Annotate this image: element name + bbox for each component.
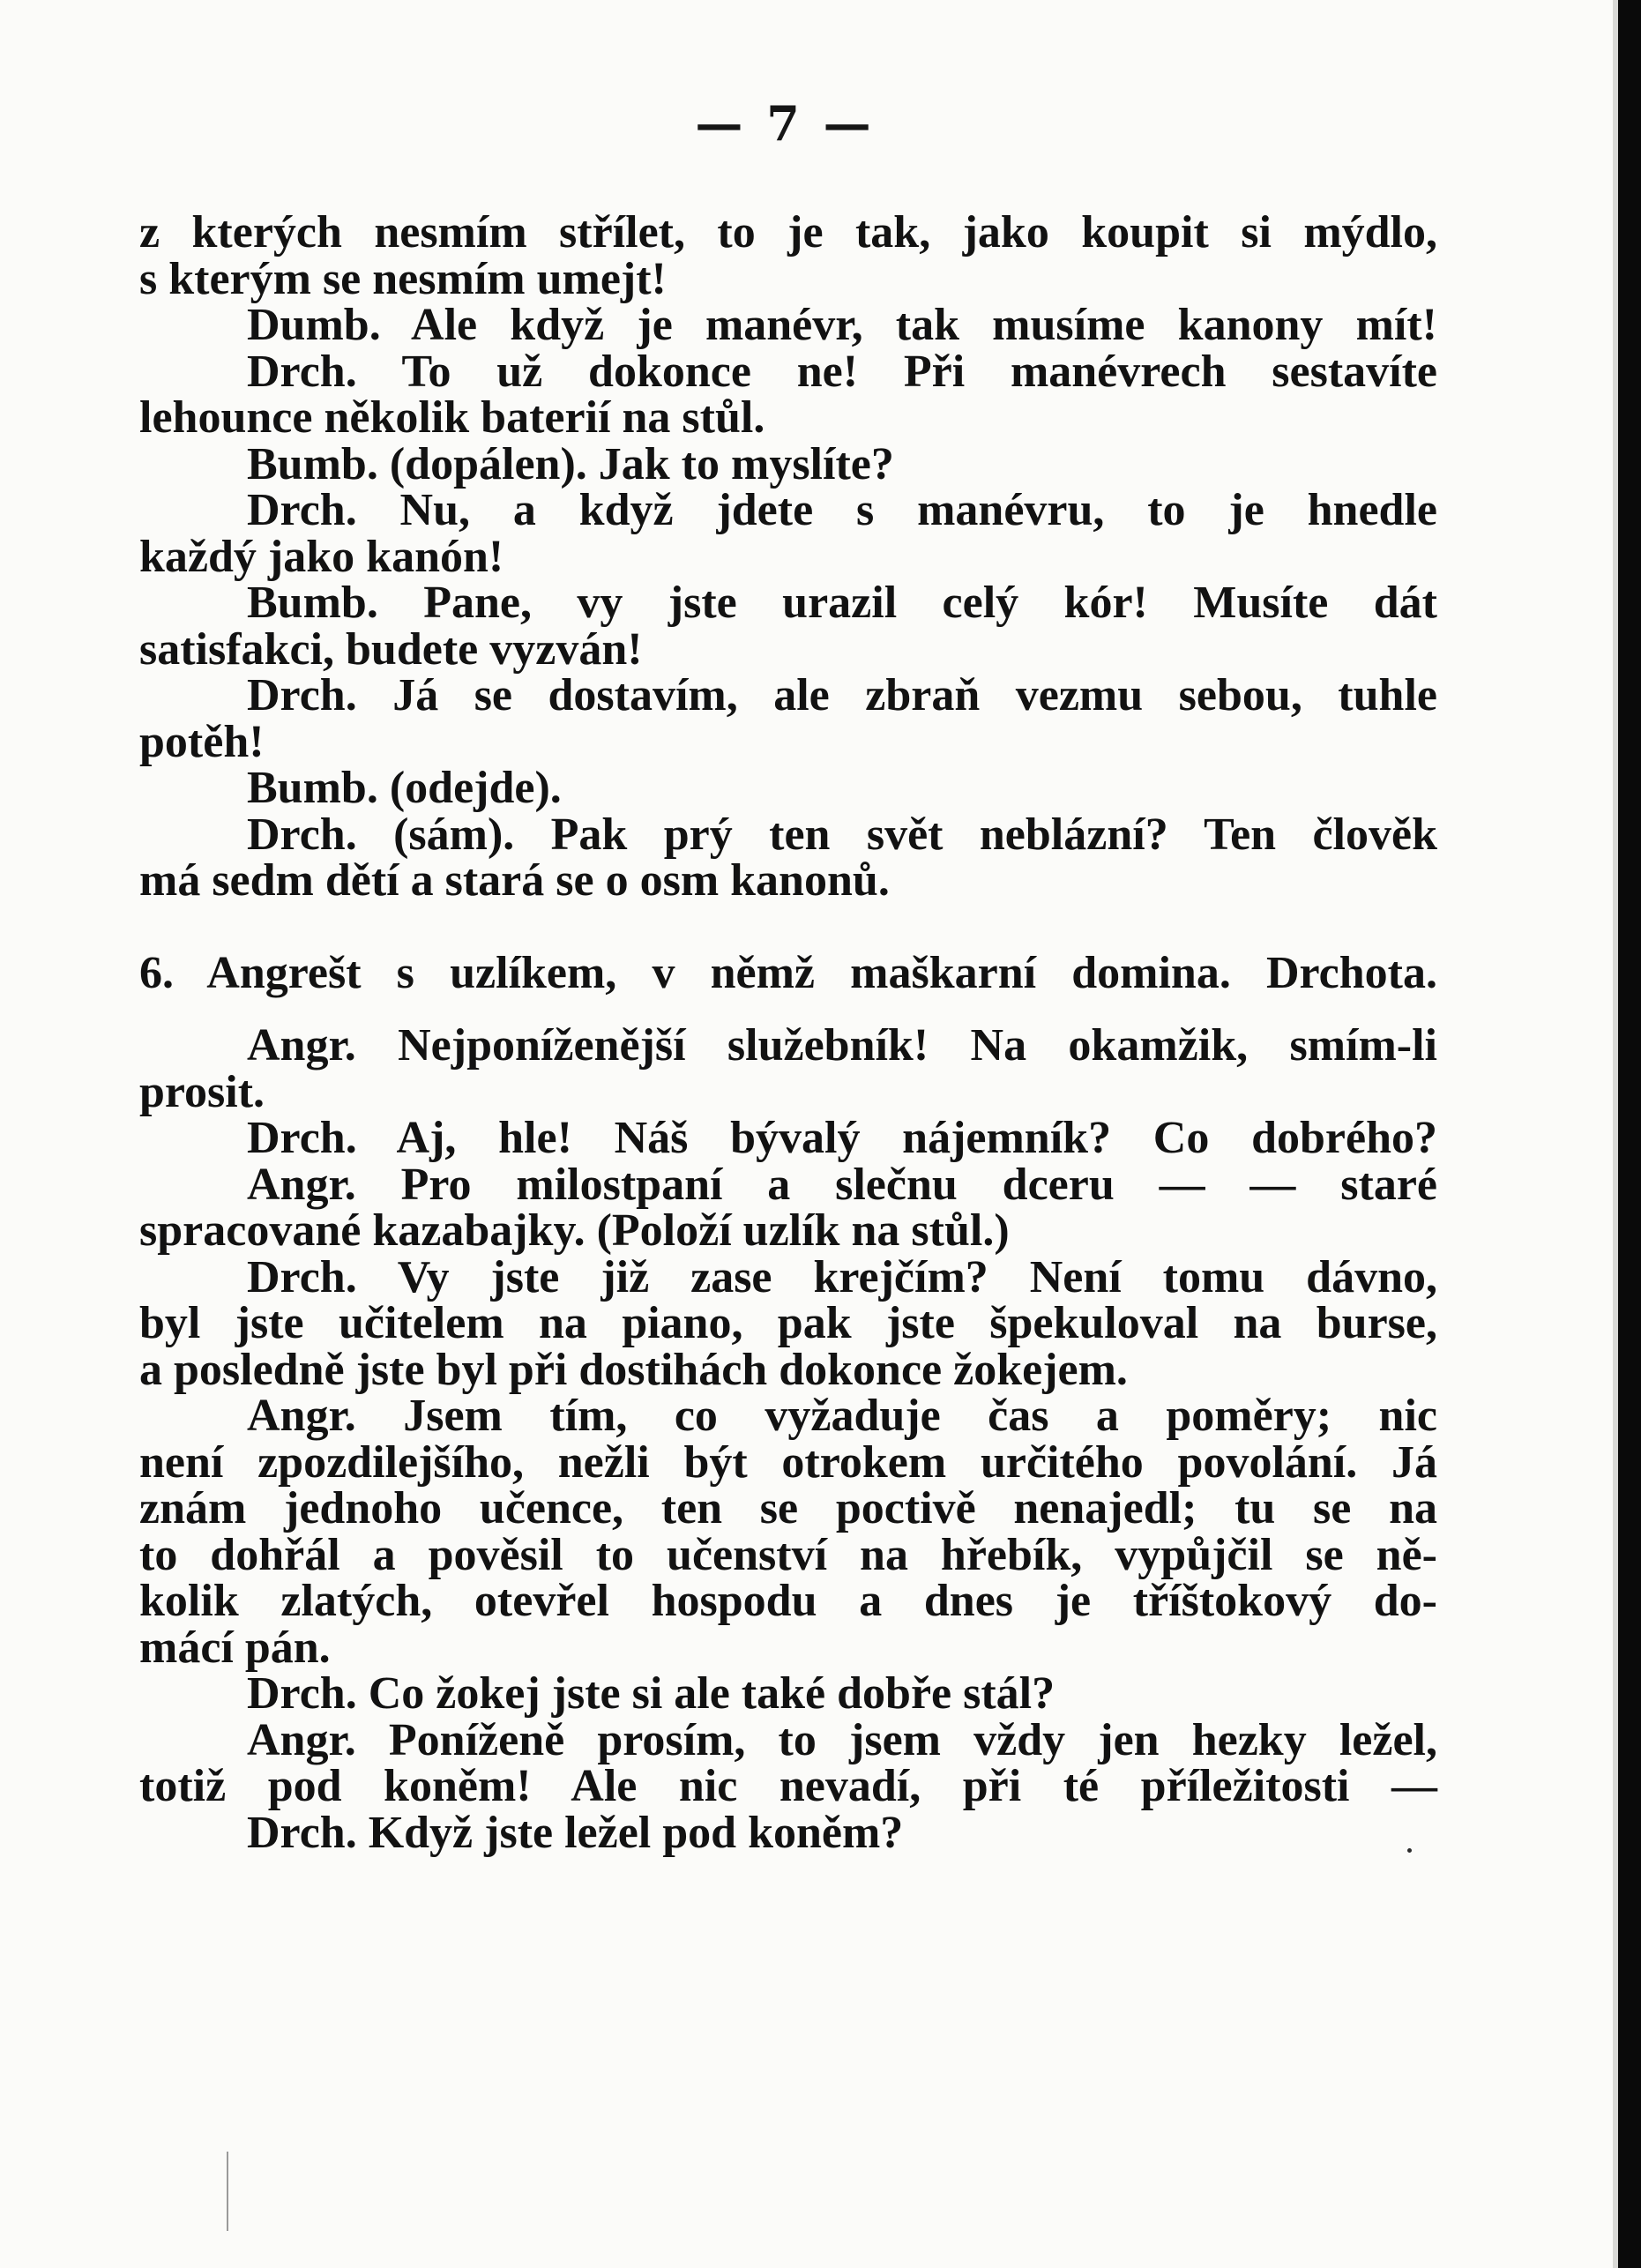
text-line: Drch. Když jste ležel pod koněm? xyxy=(247,1807,904,1858)
section-gap xyxy=(139,996,1437,1023)
text-line: lehounce několik baterií na stůl. xyxy=(139,392,765,443)
text-line: má sedm dětí a stará se o osm kanonů. xyxy=(139,855,890,906)
text-line: znám jednoho učence, ten se poctivě nenajedl; tu se na xyxy=(139,1483,1437,1533)
scene-heading: 6. Angrešt s uzlíkem, v němž maškarní domina. Drchota. xyxy=(139,947,1437,998)
text-line: Drch. (sám). Pak prý ten svět neblázní? Ten člověk xyxy=(247,809,1437,860)
page-edge-border xyxy=(1618,0,1641,2268)
text-line: byl jste učitelem na piano, pak jste špekuloval na burse, xyxy=(139,1298,1437,1348)
text-line: Bumb. (dopálen). Jak to myslíte? xyxy=(247,438,894,489)
text-line: s kterým se nesmím umejt! xyxy=(139,253,667,304)
text-line: Bumb. Pane, vy jste urazil celý kór! Musíte dát xyxy=(247,578,1437,628)
text-line: kolik zlatých, otevřel hospodu a dnes je tříštokový do- xyxy=(139,1576,1437,1626)
text-line: Drch. Nu, a když jdete s manévru, to je hnedle xyxy=(247,485,1437,535)
text-line: Angr. Pro milostpaní a slečnu dceru — — staré xyxy=(247,1159,1437,1210)
print-speck xyxy=(227,2152,228,2231)
text-line: mácí pán. xyxy=(139,1622,331,1673)
body-text xyxy=(139,207,1437,1858)
text-line: spracované kazabajky. (Položí uzlík na stůl.) xyxy=(139,1205,1010,1256)
text-line: to dohřál a pověsil to učenství na hřebík, vypůjčil se ně- xyxy=(139,1529,1437,1580)
print-speck xyxy=(1407,1848,1412,1853)
text-line: z kterých nesmím střílet, to je tak, jako koupit si mýdlo, xyxy=(139,207,1437,257)
text-line: Angr. Nejponíženější služebník! Na okamžik, smím-li xyxy=(247,1020,1437,1071)
text-line: satisfakci, budete vyzván! xyxy=(139,623,643,675)
text-line: každý jako kanón! xyxy=(139,531,504,582)
text-line: Angr. Jsem tím, co vyžaduje čas a poměry; nic xyxy=(247,1391,1437,1441)
text-line: prosit. xyxy=(139,1066,265,1117)
text-line: Angr. Poníženě prosím, to jsem vždy jen hezky ležel, xyxy=(247,1714,1437,1765)
text-line: Drch. Vy jste již zase krejčím? Není tomu dávno, xyxy=(247,1251,1437,1302)
text-line: Drch. Co žokej jste si ale také dobře stál? xyxy=(247,1668,1055,1719)
text-line: Drch. Já se dostavím, ale zbraň vezmu sebou, tuhle xyxy=(247,670,1437,720)
text-line: Drch. To už dokonce ne! Při manévrech sestavíte xyxy=(247,346,1437,397)
text-line: Drch. Aj, hle! Náš bývalý nájemník? Co dobrého? xyxy=(247,1113,1437,1163)
text-line: a posledně jste byl při dostihách dokonce žokejem. xyxy=(139,1344,1128,1395)
text-line: totiž pod koněm! Ale nic nevadí, při té příležitosti — xyxy=(139,1761,1437,1811)
text-line: Dumb. Ale když je manévr, tak musíme kanony mít! xyxy=(247,300,1437,350)
text-line: potěh! xyxy=(139,716,265,767)
text-line: Bumb. (odejde). xyxy=(247,763,562,813)
section-gap xyxy=(139,905,1437,951)
text-line: není zpozdilejšího, nežli být otrokem určitého povolání. Já xyxy=(139,1436,1437,1488)
page-number: — 7 — xyxy=(695,95,875,152)
